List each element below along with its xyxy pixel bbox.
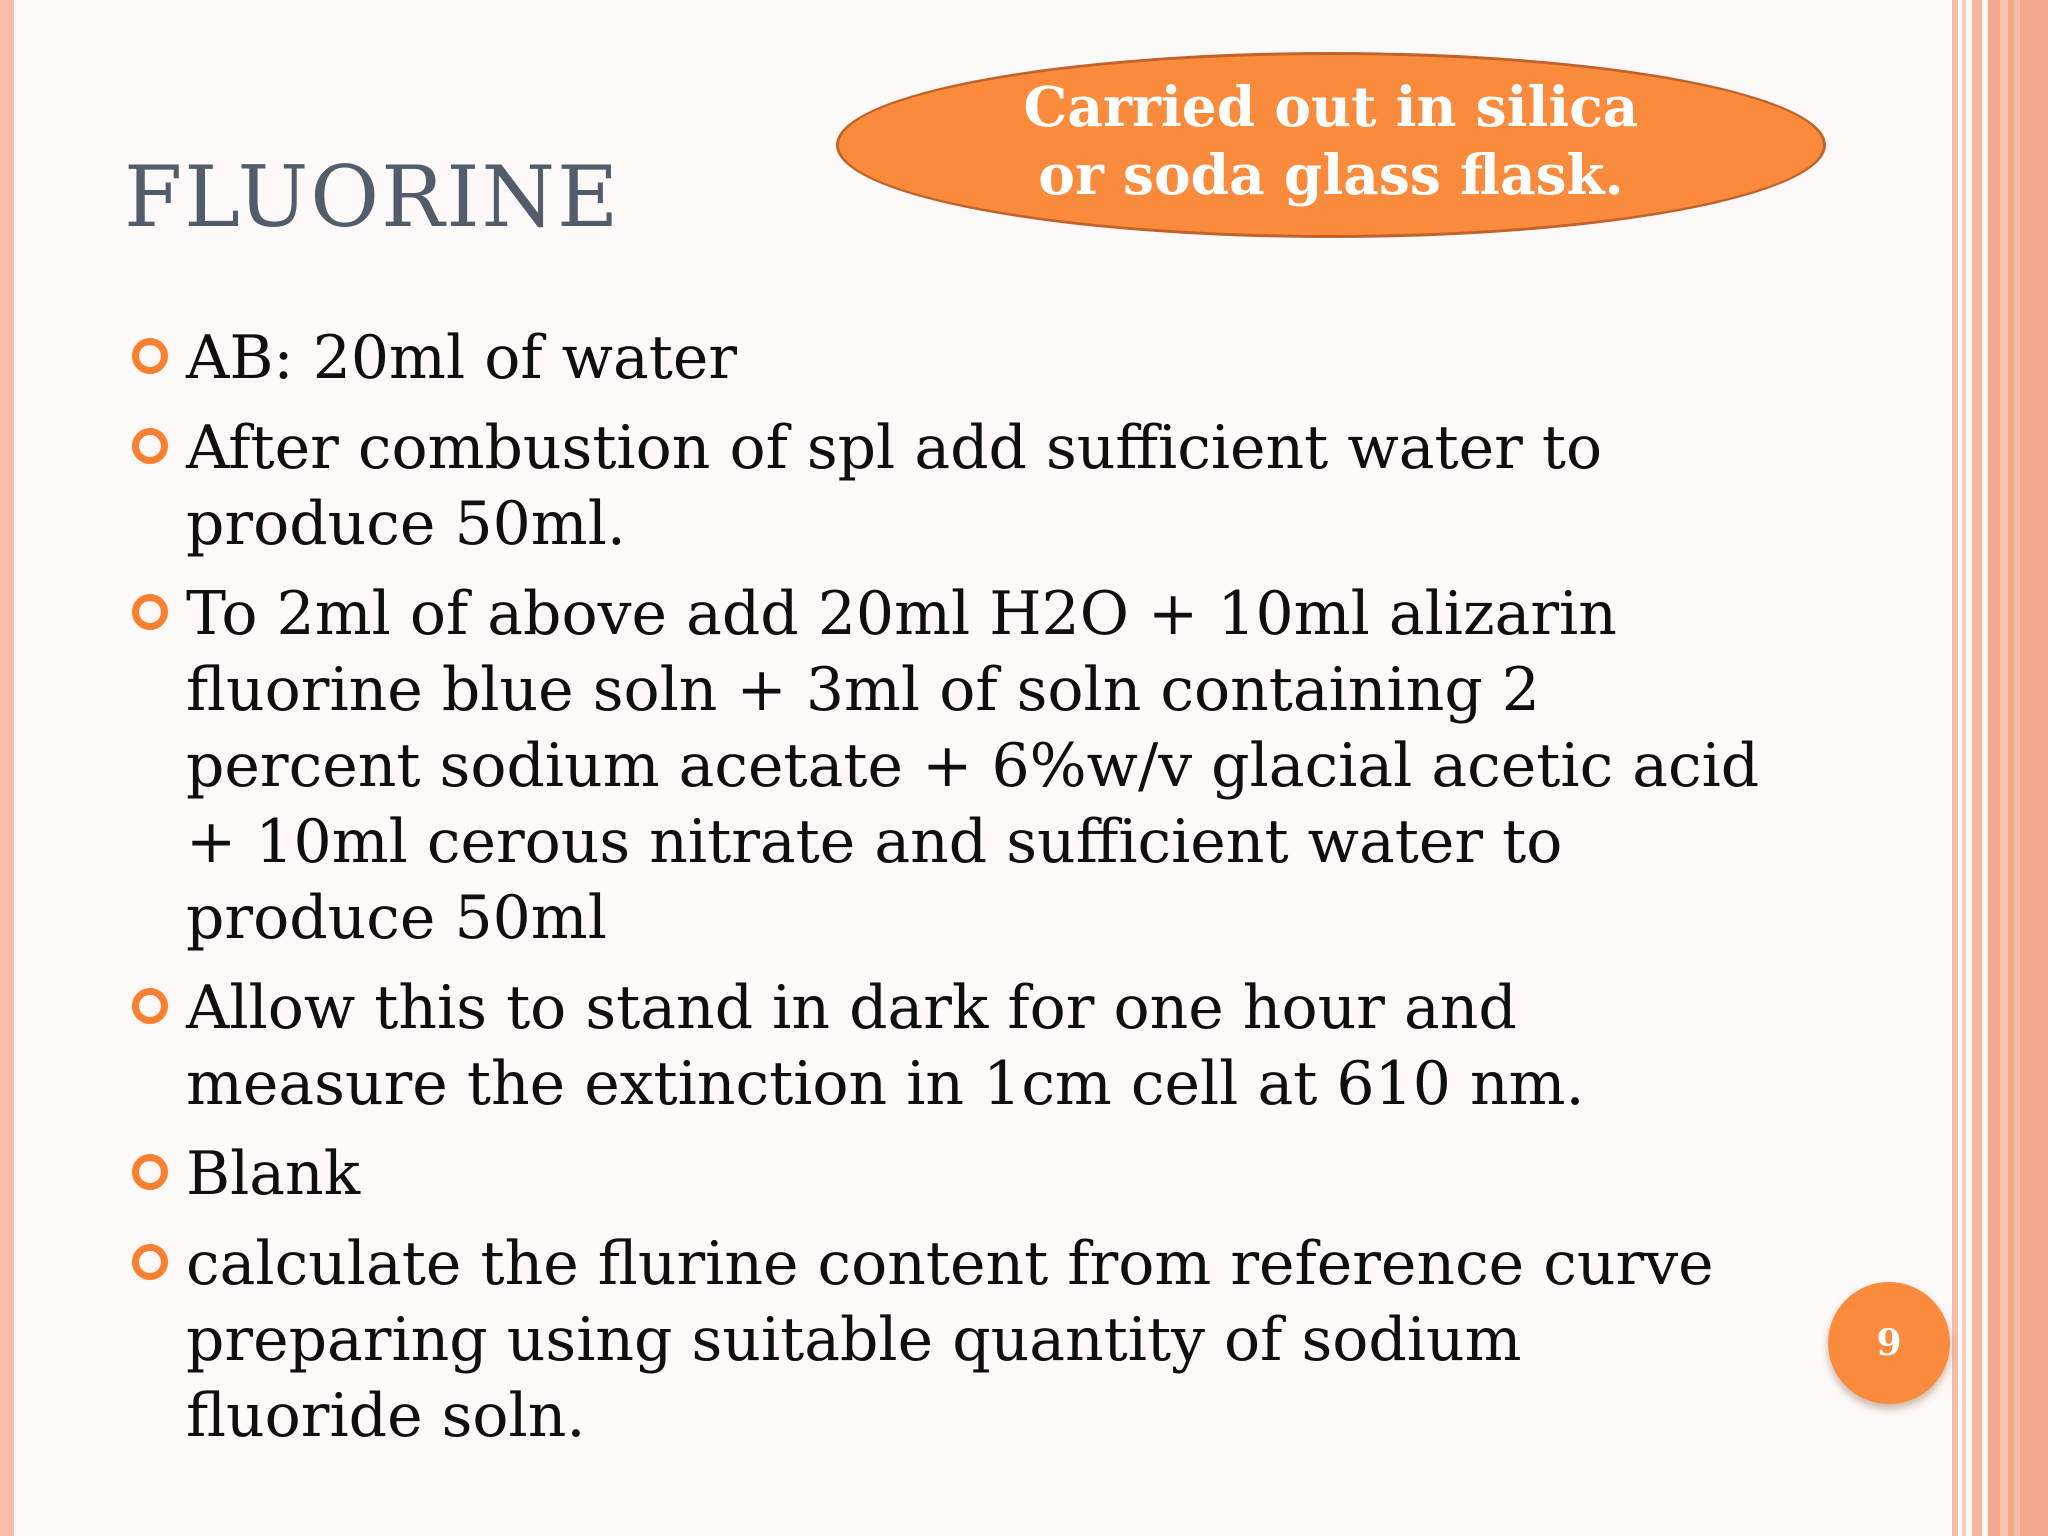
callout-ellipse — [836, 52, 1826, 238]
hollow-circle-icon — [132, 1244, 168, 1280]
right-border-stripe — [2014, 0, 2020, 1536]
left-border-stripe — [0, 0, 14, 1536]
right-border-stripe — [1972, 0, 1982, 1536]
bullet-text: To 2ml of above add 20ml H2O + 10ml alizarin fluorine blue soln + 3ml of soln containing 2 percent sodium acetate + 6%w/v glacial acetic acid + 10ml cerous nitrate and sufficient water to produce 50ml — [186, 579, 1760, 953]
page-number-badge: 9 — [1828, 1282, 1950, 1404]
right-border-stripe — [1962, 0, 1966, 1536]
hollow-circle-icon — [132, 338, 168, 374]
hollow-circle-icon — [132, 988, 168, 1024]
bullet-text: Blank — [186, 1139, 361, 1209]
slide-title: FLUORINE — [124, 148, 621, 246]
hollow-circle-icon — [132, 594, 168, 630]
callout-text: Carried out in silica or soda glass flask. — [1023, 74, 1639, 207]
bullet-item — [126, 320, 1766, 396]
hollow-circle-icon — [132, 1154, 168, 1190]
bullet-text: Allow this to stand in dark for one hour and measure the extinction in 1cm cell at 610 nm. — [186, 973, 1585, 1119]
bullet-item — [126, 576, 1766, 956]
bullet-text: AB: 20ml of water — [186, 323, 738, 393]
bullet-list — [126, 320, 1766, 1468]
bullet-text: After combustion of spl add sufficient water to produce 50ml. — [186, 413, 1603, 559]
right-border-stripe — [2000, 0, 2008, 1536]
hollow-circle-icon — [132, 428, 168, 464]
bullet-item — [126, 970, 1766, 1122]
bullet-item — [126, 1136, 1766, 1212]
bullet-text: calculate the flurine content from reference curve preparing using suitable quantity of sodium fluoride soln. — [186, 1229, 1714, 1451]
right-border-stripe — [1952, 0, 1958, 1536]
bullet-item — [126, 410, 1766, 562]
bullet-item — [126, 1226, 1766, 1454]
